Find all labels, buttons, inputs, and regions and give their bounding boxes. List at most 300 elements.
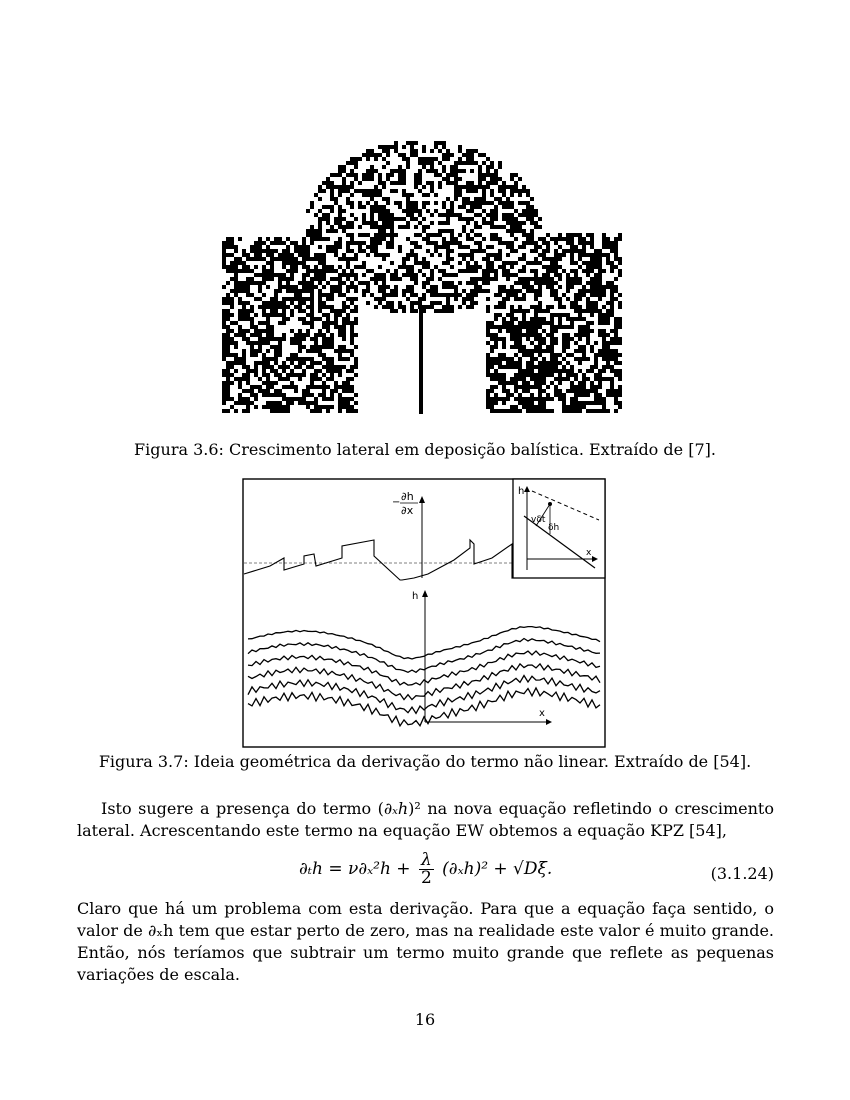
deposit-cell bbox=[330, 249, 334, 253]
deposit-cell bbox=[398, 177, 402, 181]
deposit-cell bbox=[566, 289, 570, 293]
deposit-cell bbox=[518, 309, 522, 313]
deposit-cell bbox=[542, 381, 546, 385]
deposit-cell bbox=[318, 221, 322, 225]
deposit-cell bbox=[538, 277, 542, 281]
deposit-cell bbox=[522, 353, 526, 357]
deposit-cell bbox=[482, 249, 486, 253]
deposit-cell bbox=[430, 233, 434, 237]
deposit-cell bbox=[370, 177, 374, 181]
deposit-cell bbox=[242, 253, 246, 257]
deposit-cell bbox=[522, 269, 526, 273]
tree-trunk bbox=[419, 308, 423, 414]
deposit-cell bbox=[542, 409, 546, 413]
deposit-cell bbox=[298, 293, 302, 297]
deposit-cell bbox=[538, 285, 542, 289]
deposit-cell bbox=[354, 273, 358, 277]
deposit-cell bbox=[234, 321, 238, 325]
deposit-cell bbox=[522, 293, 526, 297]
deposit-cell bbox=[322, 253, 326, 257]
deposit-cell bbox=[450, 201, 454, 205]
deposit-cell bbox=[318, 301, 322, 305]
deposit-cell bbox=[270, 369, 274, 373]
deposit-cell bbox=[546, 349, 550, 353]
deposit-cell bbox=[534, 249, 538, 253]
deposit-cell bbox=[322, 357, 326, 361]
deposit-cell bbox=[550, 325, 554, 329]
deposit-cell bbox=[258, 281, 262, 285]
deposit-cell bbox=[486, 329, 490, 333]
deposit-cell bbox=[258, 389, 262, 393]
deposit-cell bbox=[550, 269, 554, 273]
deposit-cell bbox=[542, 361, 546, 365]
deposit-cell bbox=[578, 329, 582, 333]
deposit-cell bbox=[342, 217, 346, 221]
deposit-cell bbox=[234, 341, 238, 345]
deposit-cell bbox=[226, 377, 230, 381]
deposit-cell bbox=[306, 357, 310, 361]
deposit-cell bbox=[542, 341, 546, 345]
deposit-cell bbox=[518, 373, 522, 377]
deposit-cell bbox=[298, 261, 302, 265]
equation-lhs: ∂ₜh = ν∂ₓ²h + bbox=[299, 859, 411, 879]
deposit-cell bbox=[582, 241, 586, 245]
deposit-cell bbox=[330, 229, 334, 233]
deposit-cell bbox=[318, 329, 322, 333]
deposit-cell bbox=[470, 161, 474, 165]
deposit-cell bbox=[226, 325, 230, 329]
deposit-cell bbox=[398, 301, 402, 305]
deposit-cell bbox=[582, 381, 586, 385]
deposit-cell bbox=[530, 209, 534, 213]
deposit-cell bbox=[594, 353, 598, 357]
deposit-cell bbox=[330, 285, 334, 289]
deposit-cell bbox=[298, 301, 302, 305]
deposit-cell bbox=[522, 265, 526, 269]
deposit-cell bbox=[594, 281, 598, 285]
deposit-cell bbox=[226, 317, 230, 321]
deposit-cell bbox=[314, 265, 318, 269]
deposit-cell bbox=[514, 409, 518, 413]
deposit-cell bbox=[338, 257, 342, 261]
deposit-cell bbox=[566, 353, 570, 357]
deposit-cell bbox=[318, 185, 322, 189]
deposit-cell bbox=[342, 293, 346, 297]
deposit-cell bbox=[606, 253, 610, 257]
deposit-cell bbox=[338, 349, 342, 353]
deposit-cell bbox=[302, 389, 306, 393]
deposit-cell bbox=[434, 157, 438, 161]
deposit-cell bbox=[522, 373, 526, 377]
deposit-cell bbox=[610, 329, 614, 333]
deposit-cell bbox=[582, 353, 586, 357]
deposit-cell bbox=[222, 393, 226, 397]
deposit-cell bbox=[614, 297, 618, 301]
deposit-cell bbox=[614, 245, 618, 249]
deposit-cell bbox=[358, 201, 362, 205]
deposit-cell bbox=[542, 373, 546, 377]
deposit-cell bbox=[538, 353, 542, 357]
deposit-cell bbox=[522, 397, 526, 401]
deposit-cell bbox=[350, 309, 354, 313]
inset-vdt-label: vδt bbox=[531, 515, 546, 525]
deposit-cell bbox=[602, 369, 606, 373]
deposit-cell bbox=[514, 381, 518, 385]
deposit-cell bbox=[566, 241, 570, 245]
deposit-cell bbox=[510, 365, 514, 369]
deposit-cell bbox=[226, 409, 230, 413]
deposit-cell bbox=[346, 277, 350, 281]
deposit-cell bbox=[318, 409, 322, 413]
deposit-cell bbox=[346, 349, 350, 353]
deposit-cell bbox=[534, 313, 538, 317]
deposit-cell bbox=[346, 401, 350, 405]
deposit-cell bbox=[618, 373, 622, 377]
deposit-cell bbox=[366, 253, 370, 257]
deposit-cell bbox=[326, 293, 330, 297]
deposit-cell bbox=[254, 365, 258, 369]
deposit-cell bbox=[226, 265, 230, 269]
deposit-cell bbox=[270, 365, 274, 369]
deposit-cell bbox=[510, 273, 514, 277]
deposit-cell bbox=[450, 229, 454, 233]
deposit-cell bbox=[538, 245, 542, 249]
deposit-cell bbox=[234, 293, 238, 297]
deposit-cell bbox=[462, 245, 466, 249]
deposit-cell bbox=[254, 353, 258, 357]
deposit-cell bbox=[282, 249, 286, 253]
deposit-cell bbox=[474, 233, 478, 237]
deposit-cell bbox=[582, 249, 586, 253]
deposit-cell bbox=[346, 289, 350, 293]
deposit-cell bbox=[514, 333, 518, 337]
deposit-cell bbox=[414, 253, 418, 257]
deposit-cell bbox=[506, 213, 510, 217]
deposit-cell bbox=[322, 341, 326, 345]
deposit-cell bbox=[490, 401, 494, 405]
deposit-cell bbox=[426, 281, 430, 285]
deposit-cell bbox=[326, 409, 330, 413]
deposit-cell bbox=[482, 161, 486, 165]
deposit-cell bbox=[538, 337, 542, 341]
deposit-cell bbox=[590, 309, 594, 313]
deposit-cell bbox=[602, 245, 606, 249]
deposit-cell bbox=[554, 241, 558, 245]
deposit-cell bbox=[490, 265, 494, 269]
deposit-cell bbox=[514, 209, 518, 213]
deposit-cell bbox=[614, 285, 618, 289]
deposit-cell bbox=[382, 257, 386, 261]
deposit-cell bbox=[306, 333, 310, 337]
deposit-cell bbox=[230, 301, 234, 305]
deposit-cell bbox=[314, 349, 318, 353]
deposit-cell bbox=[390, 233, 394, 237]
deposit-cell bbox=[310, 377, 314, 381]
deposit-cell bbox=[478, 233, 482, 237]
deposit-cell bbox=[482, 281, 486, 285]
deposit-cell bbox=[586, 369, 590, 373]
deposit-cell bbox=[450, 237, 454, 241]
deposit-cell bbox=[406, 265, 410, 269]
deposit-cell bbox=[414, 309, 418, 313]
deposit-cell bbox=[498, 409, 502, 413]
deposit-cell bbox=[322, 405, 326, 409]
deposit-cell bbox=[614, 265, 618, 269]
deposit-cell bbox=[478, 245, 482, 249]
deposit-cell bbox=[298, 365, 302, 369]
deposit-cell bbox=[306, 245, 310, 249]
deposit-cell bbox=[506, 217, 510, 221]
deposit-cell bbox=[418, 261, 422, 265]
deposit-cell bbox=[466, 185, 470, 189]
deposit-cell bbox=[410, 301, 414, 305]
deposit-cell bbox=[442, 153, 446, 157]
deposit-cell bbox=[462, 217, 466, 221]
deposit-cell bbox=[518, 225, 522, 229]
deposit-cell bbox=[330, 189, 334, 193]
deposit-cell bbox=[490, 373, 494, 377]
deposit-cell bbox=[486, 309, 490, 313]
deposit-cell bbox=[526, 201, 530, 205]
deposit-cell bbox=[506, 201, 510, 205]
deposit-cell bbox=[570, 401, 574, 405]
deposit-cell bbox=[526, 241, 530, 245]
deposit-cell bbox=[574, 357, 578, 361]
deposit-cell bbox=[510, 405, 514, 409]
deposit-cell bbox=[602, 401, 606, 405]
deposit-cell bbox=[518, 401, 522, 405]
deposit-cell bbox=[466, 153, 470, 157]
deposit-cell bbox=[602, 397, 606, 401]
deposit-cell bbox=[238, 333, 242, 337]
deposit-cell bbox=[262, 265, 266, 269]
deposit-cell bbox=[546, 369, 550, 373]
deposit-cell bbox=[438, 181, 442, 185]
deposit-cell bbox=[498, 305, 502, 309]
equation-number: (3.1.24) bbox=[710, 864, 774, 883]
deposit-cell bbox=[238, 257, 242, 261]
deposit-cell bbox=[578, 385, 582, 389]
deposit-cell bbox=[298, 337, 302, 341]
deposit-cell bbox=[534, 241, 538, 245]
deposit-cell bbox=[506, 229, 510, 233]
deposit-cell bbox=[306, 305, 310, 309]
deposit-cell bbox=[462, 197, 466, 201]
deposit-cell bbox=[286, 281, 290, 285]
deposit-cell bbox=[486, 273, 490, 277]
deposit-cell bbox=[570, 269, 574, 273]
deposit-cell bbox=[454, 241, 458, 245]
deposit-cell bbox=[502, 337, 506, 341]
deposit-cell bbox=[402, 153, 406, 157]
deposit-cell bbox=[366, 281, 370, 285]
deposit-cell bbox=[226, 301, 230, 305]
deposit-cell bbox=[474, 289, 478, 293]
deposit-cell bbox=[378, 285, 382, 289]
deposit-cell bbox=[566, 361, 570, 365]
deposit-cell bbox=[326, 245, 330, 249]
deposit-cell bbox=[414, 177, 418, 181]
deposit-cell bbox=[578, 345, 582, 349]
deposit-cell bbox=[538, 341, 542, 345]
deposit-cell bbox=[326, 385, 330, 389]
deposit-cell bbox=[310, 317, 314, 321]
deposit-cell bbox=[578, 389, 582, 393]
deposit-cell bbox=[346, 313, 350, 317]
deposit-cell bbox=[222, 241, 226, 245]
deposit-cell bbox=[582, 285, 586, 289]
deposit-cell bbox=[270, 405, 274, 409]
deposit-cell bbox=[470, 169, 474, 173]
deposit-cell bbox=[538, 349, 542, 353]
deposit-cell bbox=[314, 237, 318, 241]
deposit-cell bbox=[250, 309, 254, 313]
deposit-cell bbox=[286, 297, 290, 301]
deposit-cell bbox=[290, 385, 294, 389]
deposit-cell bbox=[410, 265, 414, 269]
deposit-cell bbox=[458, 269, 462, 273]
deposit-cell bbox=[286, 385, 290, 389]
deposit-cell bbox=[306, 329, 310, 333]
deposit-cell bbox=[542, 405, 546, 409]
deposit-cell bbox=[510, 233, 514, 237]
deposit-cell bbox=[578, 361, 582, 365]
deposit-cell bbox=[378, 181, 382, 185]
deposit-cell bbox=[262, 305, 266, 309]
deposit-cell bbox=[286, 377, 290, 381]
deposit-cell bbox=[266, 341, 270, 345]
deposit-cell bbox=[486, 341, 490, 345]
deposit-cell bbox=[430, 301, 434, 305]
deposit-cell bbox=[322, 305, 326, 309]
deposit-cell bbox=[230, 313, 234, 317]
deposit-cell bbox=[230, 341, 234, 345]
deposit-cell bbox=[282, 305, 286, 309]
deposit-cell bbox=[226, 309, 230, 313]
deposit-cell bbox=[514, 173, 518, 177]
deposit-cell bbox=[526, 369, 530, 373]
deposit-cell bbox=[346, 385, 350, 389]
deposit-cell bbox=[322, 333, 326, 337]
deposit-cell bbox=[566, 337, 570, 341]
deposit-cell bbox=[454, 289, 458, 293]
deposit-cell bbox=[578, 257, 582, 261]
deposit-cell bbox=[382, 233, 386, 237]
deposit-cell bbox=[334, 197, 338, 201]
deposit-cell bbox=[386, 213, 390, 217]
deposit-cell bbox=[546, 397, 550, 401]
deposit-cell bbox=[282, 317, 286, 321]
deposit-cell bbox=[346, 161, 350, 165]
deposit-cell bbox=[238, 385, 242, 389]
deposit-cell bbox=[302, 337, 306, 341]
deposit-cell bbox=[302, 261, 306, 265]
deposit-cell bbox=[254, 361, 258, 365]
deposit-cell bbox=[522, 209, 526, 213]
deposit-cell bbox=[570, 233, 574, 237]
deposit-cell bbox=[514, 405, 518, 409]
deposit-cell bbox=[346, 197, 350, 201]
deposit-cell bbox=[338, 405, 342, 409]
deposit-cell bbox=[486, 165, 490, 169]
deposit-cell bbox=[282, 397, 286, 401]
deposit-cell bbox=[586, 261, 590, 265]
deposit-cell bbox=[486, 353, 490, 357]
deposit-cell bbox=[250, 389, 254, 393]
deposit-cell bbox=[418, 301, 422, 305]
deposit-cell bbox=[514, 249, 518, 253]
deposit-cell bbox=[530, 249, 534, 253]
fraction-denominator: 2 bbox=[420, 868, 432, 888]
deposit-cell bbox=[486, 213, 490, 217]
deposit-cell bbox=[502, 301, 506, 305]
deposit-cell bbox=[470, 149, 474, 153]
deposit-cell bbox=[410, 141, 414, 145]
deposit-cell bbox=[410, 253, 414, 257]
deposit-cell bbox=[354, 189, 358, 193]
deposit-cell bbox=[266, 301, 270, 305]
deposit-cell bbox=[414, 181, 418, 185]
deposit-cell bbox=[482, 269, 486, 273]
deposit-cell bbox=[290, 289, 294, 293]
deposit-cell bbox=[414, 261, 418, 265]
deposit-cell bbox=[322, 273, 326, 277]
deposit-cell bbox=[522, 385, 526, 389]
deposit-cell bbox=[322, 237, 326, 241]
deposit-cell bbox=[414, 241, 418, 245]
equation-rhs: (∂ₓh)² + √Dξ. bbox=[442, 859, 553, 879]
deposit-cell bbox=[494, 225, 498, 229]
deposit-cell bbox=[306, 365, 310, 369]
deposit-cell bbox=[326, 313, 330, 317]
deposit-cell bbox=[298, 377, 302, 381]
deposit-cell bbox=[338, 401, 342, 405]
deposit-cell bbox=[238, 401, 242, 405]
deposit-cell bbox=[374, 169, 378, 173]
deposit-cell bbox=[566, 281, 570, 285]
deposit-cell bbox=[602, 293, 606, 297]
deposit-cell bbox=[486, 173, 490, 177]
deposit-cell bbox=[482, 273, 486, 277]
deposit-cell bbox=[522, 245, 526, 249]
deposit-cell bbox=[242, 401, 246, 405]
deposit-cell bbox=[346, 265, 350, 269]
deposit-cell bbox=[314, 409, 318, 413]
deposit-cell bbox=[538, 309, 542, 313]
deposit-cell bbox=[594, 365, 598, 369]
deposit-cell bbox=[262, 321, 266, 325]
deposit-cell bbox=[542, 253, 546, 257]
deposit-cell bbox=[566, 409, 570, 413]
deposit-cell bbox=[450, 205, 454, 209]
deposit-cell bbox=[526, 337, 530, 341]
deposit-cell bbox=[274, 381, 278, 385]
deposit-cell bbox=[330, 369, 334, 373]
deposit-cell bbox=[222, 353, 226, 357]
deposit-cell bbox=[222, 261, 226, 265]
deposit-cell bbox=[586, 341, 590, 345]
deposit-cell bbox=[330, 197, 334, 201]
deposit-cell bbox=[386, 241, 390, 245]
deposit-cell bbox=[422, 201, 426, 205]
deposit-cell bbox=[266, 277, 270, 281]
deposit-cell bbox=[254, 369, 258, 373]
deposit-cell bbox=[566, 341, 570, 345]
deposit-cell bbox=[374, 277, 378, 281]
deposit-cell bbox=[490, 165, 494, 169]
deposit-cell bbox=[618, 353, 622, 357]
deposit-cell bbox=[282, 301, 286, 305]
